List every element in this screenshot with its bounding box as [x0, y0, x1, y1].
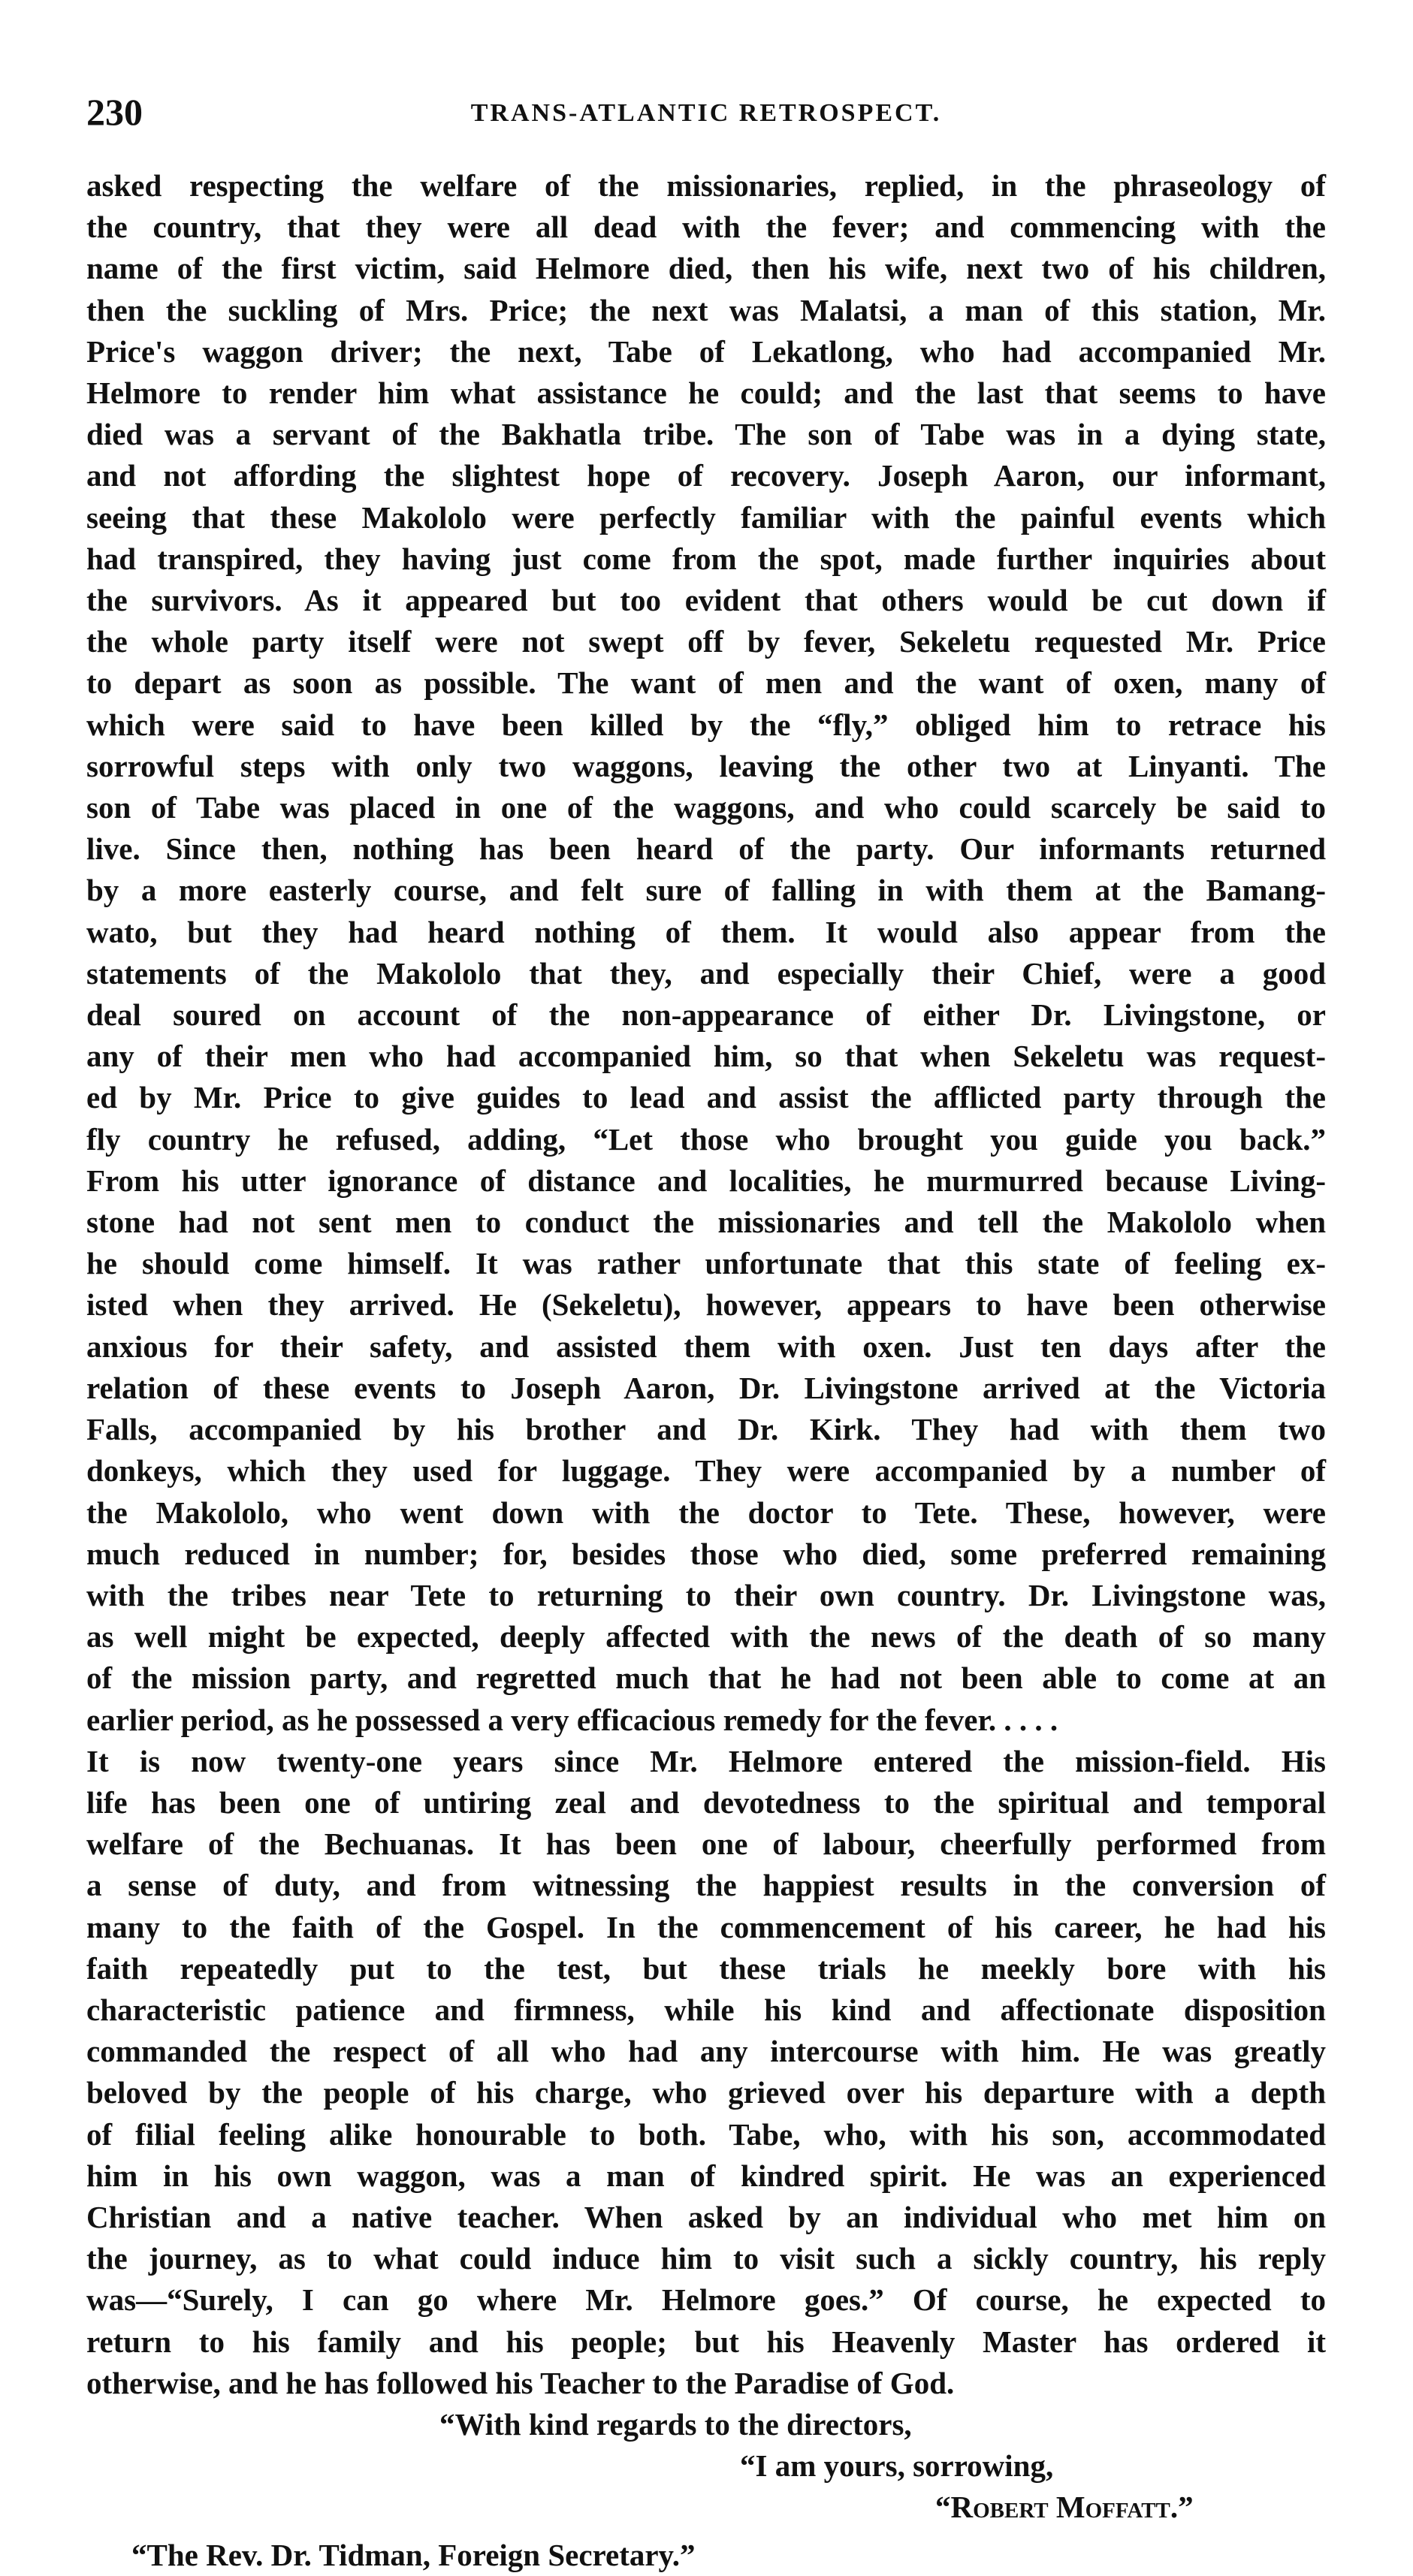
text-line: with the tribes near Tete to returning to their own country. Dr. Livingstone was,: [86, 1577, 1326, 1612]
text-line: him in his own waggon, was a man of kindred spirit. He was an experienced: [86, 2158, 1326, 2193]
page-header: [86, 90, 1326, 143]
text-line: Price's waggon driver; the next, Tabe of Lekatlong, who had accompanied Mr.: [86, 333, 1326, 369]
text-line: had transpired, they having just come from the spot, made further inquiries about: [86, 541, 1326, 576]
text-line: name of the first victim, said Helmore died, then his wife, next two of his children,: [86, 251, 1326, 286]
text-line: life has been one of untiring zeal and devotedness to the spiritual and temporal: [86, 1784, 1326, 1820]
closing-regards: “With kind regards to the directors,: [439, 2406, 912, 2442]
text-line: and not affording the slightest hope of recovery. Joseph Aaron, our informant,: [86, 458, 1326, 493]
text-line: the journey, as to what could induce him to visit such a sickly country, his reply: [86, 2241, 1326, 2276]
text-line: relation of these events to Joseph Aaron, Dr. Livingstone arrived at the Victoria: [86, 1370, 1326, 1405]
text-line: welfare of the Bechuanas. It has been one of labour, cheerfully performed from: [86, 1826, 1326, 1862]
text-line: It is now twenty-one years since Mr. Helmore entered the mission-field. His: [86, 1743, 1326, 1778]
text-line: died was a servant of the Bakhatla tribe. The son of Tabe was in a dying state,: [86, 417, 1326, 452]
text-line: live. Since then, nothing has been heard of the party. Our informants returned: [86, 831, 1326, 867]
text-line: anxious for their safety, and assisted them with oxen. Just ten days after the: [86, 1329, 1326, 1364]
body-text: [86, 165, 1326, 2404]
text-line: earlier period, as he possessed a very efficacious remedy for the fever. . . . .: [86, 1702, 1058, 1737]
text-line: much reduced in number; for, besides those who died, some preferred remaining: [86, 1536, 1326, 1571]
text-line: of filial feeling alike honourable to both. Tabe, who, with his son, accommodated: [86, 2116, 1326, 2152]
text-line: Helmore to render him what assistance he could; and the last that seems to have: [86, 376, 1326, 411]
text-line: by a more easterly course, and felt sure of falling in with them at the Bamang-: [86, 873, 1326, 908]
text-line: wato, but they had heard nothing of them. It would also appear from the: [86, 914, 1326, 949]
text-line: then the suckling of Mrs. Price; the next was Malatsi, a man of this station, Mr.: [86, 292, 1326, 327]
text-line: any of their men who had accompanied him, so that when Sekeletu was request-: [86, 1039, 1326, 1074]
addressee: “The Rev. Dr. Tidman, Foreign Secretary.”: [131, 2537, 696, 2572]
text-line: as well might be expected, deeply affected with the news of the death of so many: [86, 1619, 1326, 1654]
text-line: the whole party itself were not swept off by fever, Sekeletu requested Mr. Price: [86, 624, 1326, 659]
closing-yours: “I am yours, sorrowing,: [740, 2448, 1054, 2484]
text-line: isted when they arrived. He (Sekeletu), however, appears to have been otherwise: [86, 1287, 1326, 1323]
text-line: he should come himself. It was rather unfortunate that this state of feeling ex-: [86, 1246, 1326, 1281]
text-line: sorrowful steps with only two waggons, leaving the other two at Linyanti. The: [86, 748, 1326, 783]
text-line: characteristic patience and firmness, while his kind and affectionate disposition: [86, 1992, 1326, 2027]
text-line: otherwise, and he has followed his Teacher to the Paradise of God.: [86, 2365, 955, 2400]
text-line: the survivors. As it appeared but too evident that others would be cut down if: [86, 583, 1326, 618]
document-page: [86, 90, 1326, 2576]
text-line: the country, that they were all dead with the fever; and commencing with the: [86, 210, 1326, 245]
text-line: Falls, accompanied by his brother and Dr. Kirk. They had with them two: [86, 1412, 1326, 1447]
text-line: was—“Surely, I can go where Mr. Helmore goes.” Of course, he expected to: [86, 2282, 1326, 2318]
text-line: asked respecting the welfare of the missionaries, replied, in the phraseology of: [86, 168, 1326, 203]
text-line: of the mission party, and regretted much that he had not been able to come at an: [86, 1661, 1326, 1696]
text-line: beloved by the people of his charge, who grieved over his departure with a depth: [86, 2075, 1326, 2110]
signature: “Robert Moffatt.”: [935, 2490, 1194, 2525]
text-line: the Makololo, who went down with the doctor to Tete. These, however, were: [86, 1495, 1326, 1530]
text-line: statements of the Makololo that they, and especially their Chief, were a good: [86, 955, 1326, 991]
text-line: seeing that these Makololo were perfectly familiar with the painful events which: [86, 499, 1326, 535]
text-line: return to his family and his people; but his Heavenly Master has ordered it: [86, 2324, 1326, 2359]
text-line: a sense of duty, and from witnessing the happiest results in the conversion of: [86, 1868, 1326, 1903]
text-line: which were said to have been killed by the “fly,” obliged him to retrace his: [86, 707, 1326, 742]
text-line: From his utter ignorance of distance and localities, he murmurred because Living-: [86, 1163, 1326, 1198]
text-line: commanded the respect of all who had any intercourse with him. He was greatly: [86, 2034, 1326, 2069]
text-line: fly country he refused, adding, “Let those who brought you guide you back.”: [86, 1121, 1326, 1157]
text-line: faith repeatedly put to the test, but these trials he meekly bore with his: [86, 1950, 1326, 1986]
text-line: son of Tabe was placed in one of the waggons, and who could scarcely be said to: [86, 790, 1326, 825]
running-head: TRANS-ATLANTIC RETROSPECT.: [470, 99, 942, 127]
text-line: many to the faith of the Gospel. In the commencement of his career, he had his: [86, 1909, 1326, 1944]
text-line: ed by Mr. Price to give guides to lead and assist the afflicted party through the: [86, 1080, 1326, 1115]
text-line: to depart as soon as possible. The want of men and the want of oxen, many of: [86, 665, 1326, 701]
text-line: donkeys, which they used for luggage. They were accompanied by a number of: [86, 1453, 1326, 1489]
text-line: stone had not sent men to conduct the missionaries and tell the Makololo when: [86, 1205, 1326, 1240]
letter-closing: [86, 2404, 1326, 2576]
page-number: 230: [86, 91, 143, 133]
text-line: Christian and a native teacher. When asked by an individual who met him on: [86, 2199, 1326, 2234]
text-line: deal soured on account of the non-appearance of either Dr. Livingstone, or: [86, 997, 1326, 1033]
